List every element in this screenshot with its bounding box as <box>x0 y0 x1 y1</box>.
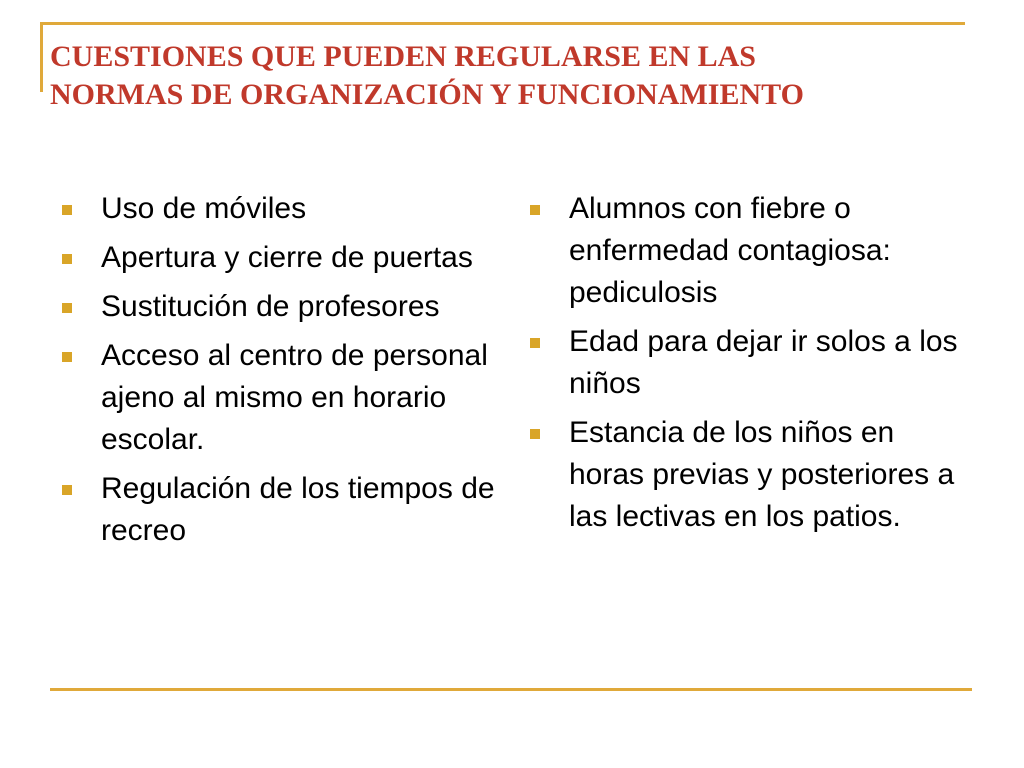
list-item-text: Edad para dejar ir solos a los niños <box>569 325 958 400</box>
bottom-rule <box>50 688 972 691</box>
left-bullet-list <box>62 188 502 559</box>
top-rule <box>40 22 965 25</box>
list-item-text: Acceso al centro de personal ajeno al mismo en horario escolar. <box>101 339 488 456</box>
list-item <box>62 188 502 230</box>
title-line-1: CUESTIONES QUE PUEDEN REGULARSE EN LAS <box>50 40 756 73</box>
title-line-2: NORMAS DE ORGANIZACIÓN Y FUNCIONAMIENTO <box>50 78 804 111</box>
square-bullet-icon <box>530 429 540 439</box>
list-item-text: Sustitución de profesores <box>101 290 440 323</box>
list-item <box>530 321 975 405</box>
left-rule <box>40 22 43 92</box>
list-item <box>62 468 502 552</box>
list-item <box>62 286 502 328</box>
square-bullet-icon <box>62 485 72 495</box>
square-bullet-icon <box>62 254 72 264</box>
slide-title <box>50 38 990 114</box>
square-bullet-icon <box>62 205 72 215</box>
square-bullet-icon <box>530 338 540 348</box>
square-bullet-icon <box>62 352 72 362</box>
list-item <box>62 237 502 279</box>
list-item-text: Uso de móviles <box>101 192 307 225</box>
square-bullet-icon <box>62 303 72 313</box>
square-bullet-icon <box>530 205 540 215</box>
list-item-text: Alumnos con fiebre o enfermedad contagiosa: pediculosis <box>569 192 891 309</box>
list-item <box>530 188 975 314</box>
list-item-text: Apertura y cierre de puertas <box>101 241 473 274</box>
list-item <box>62 335 502 461</box>
list-item-text: Estancia de los niños en horas previas y posteriores a las lectivas en los patios. <box>569 416 955 533</box>
right-bullet-list <box>530 188 975 545</box>
list-item-text: Regulación de los tiempos de recreo <box>101 472 495 547</box>
list-item <box>530 412 975 538</box>
